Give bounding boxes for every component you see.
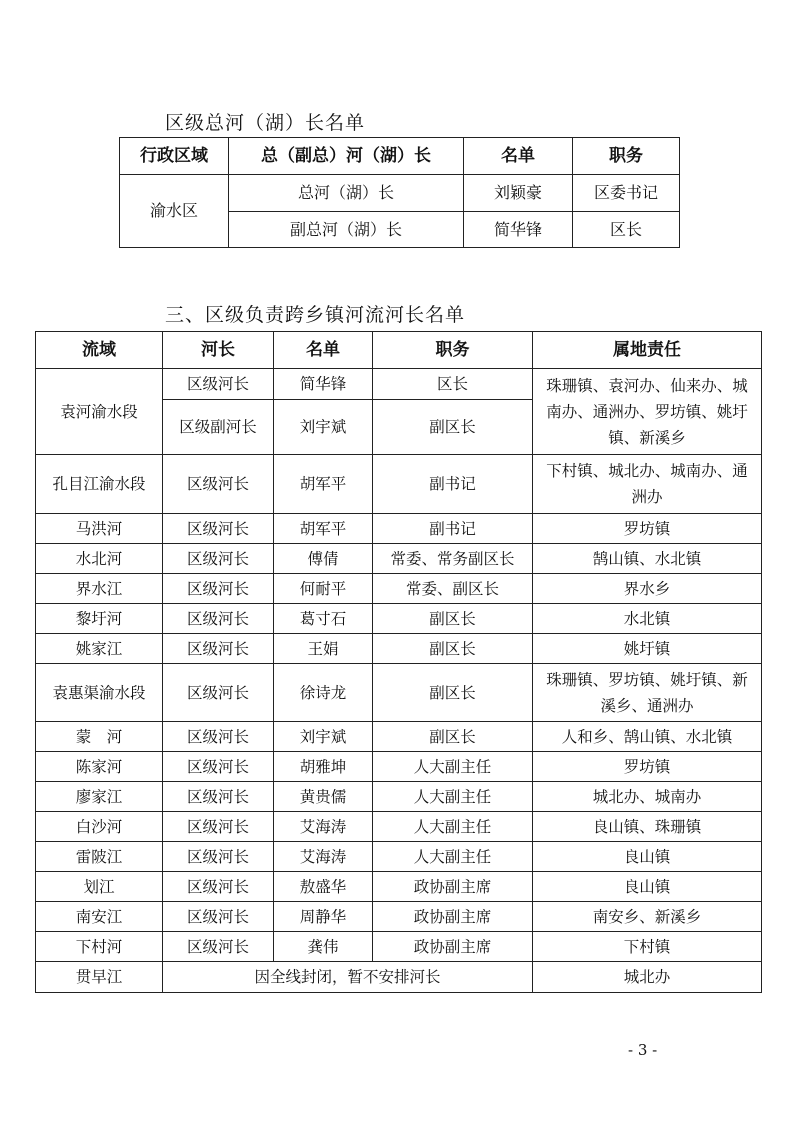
table-row (36, 574, 762, 604)
section-3-title: 三、区级负责跨乡镇河流河长名单 (165, 304, 466, 326)
name-cell: 何耐平 (274, 574, 373, 604)
name-cell: 傅倩 (274, 544, 373, 574)
position-cell: 人大副主任 (373, 812, 533, 842)
basin-cell: 雷陂江 (36, 842, 163, 872)
table-row (36, 604, 762, 634)
header-cell: 河长 (163, 332, 274, 369)
areas-cell: 人和乡、鹄山镇、水北镇 (533, 722, 762, 752)
table-row (36, 932, 762, 962)
header-cell: 职务 (573, 138, 680, 175)
areas-cell: 姚圩镇 (533, 634, 762, 664)
areas-cell: 下村镇、城北办、城南办、通洲办 (533, 455, 762, 514)
basin-cell: 廖家江 (36, 782, 163, 812)
cross-township-river-table (35, 331, 762, 993)
basin-cell: 下村河 (36, 932, 163, 962)
level-cell: 区级河长 (163, 369, 274, 400)
table-row (36, 634, 762, 664)
table-row (36, 782, 762, 812)
level-cell: 区级河长 (163, 722, 274, 752)
table-row (120, 175, 680, 212)
table-row (36, 842, 762, 872)
table-header-row (36, 332, 762, 369)
position-cell: 副区长 (373, 664, 533, 722)
level-cell: 区级河长 (163, 932, 274, 962)
level-cell: 区级河长 (163, 872, 274, 902)
table-row (36, 812, 762, 842)
table-row (36, 872, 762, 902)
basin-cell: 划江 (36, 872, 163, 902)
level-cell: 区级河长 (163, 544, 274, 574)
name-cell: 胡雅坤 (274, 752, 373, 782)
name-cell: 刘宇斌 (274, 400, 373, 455)
areas-cell: 良山镇、珠珊镇 (533, 812, 762, 842)
position-cell: 副区长 (373, 400, 533, 455)
position-cell: 政协副主席 (373, 872, 533, 902)
basin-cell: 贯早江 (36, 962, 163, 993)
position-cell: 人大副主任 (373, 782, 533, 812)
table-row (36, 962, 762, 993)
basin-cell: 姚家江 (36, 634, 163, 664)
name-cell: 周静华 (274, 902, 373, 932)
name-cell: 简华锋 (464, 212, 573, 248)
name-cell: 胡军平 (274, 455, 373, 514)
basin-cell: 袁河渝水段 (36, 369, 163, 455)
level-cell: 区级河长 (163, 664, 274, 722)
name-cell: 葛寸石 (274, 604, 373, 634)
basin-cell: 袁惠渠渝水段 (36, 664, 163, 722)
level-cell: 区级河长 (163, 455, 274, 514)
position-cell: 人大副主任 (373, 842, 533, 872)
name-cell: 黄贵儒 (274, 782, 373, 812)
name-cell: 徐诗龙 (274, 664, 373, 722)
position-cell: 副区长 (373, 722, 533, 752)
river-rows (36, 455, 762, 962)
level-cell: 区级河长 (163, 752, 274, 782)
areas-cell: 下村镇 (533, 932, 762, 962)
name-cell: 艾海涛 (274, 842, 373, 872)
position-cell: 区委书记 (573, 175, 680, 212)
table-row (36, 369, 762, 400)
header-cell: 行政区域 (120, 138, 229, 175)
name-cell: 简华锋 (274, 369, 373, 400)
position-cell: 副区长 (373, 634, 533, 664)
level-cell: 区级河长 (163, 812, 274, 842)
name-cell: 艾海涛 (274, 812, 373, 842)
role-cell: 总河（湖）长 (229, 175, 464, 212)
position-cell: 常委、副区长 (373, 574, 533, 604)
position-cell: 副书记 (373, 455, 533, 514)
header-cell: 名单 (464, 138, 573, 175)
section-2-title: 区级总河（湖）长名单 (165, 112, 366, 134)
position-cell: 区长 (573, 212, 680, 248)
areas-cell: 罗坊镇 (533, 752, 762, 782)
areas-cell: 良山镇 (533, 872, 762, 902)
table-row (36, 544, 762, 574)
position-cell: 副区长 (373, 604, 533, 634)
name-cell: 敖盛华 (274, 872, 373, 902)
name-cell: 刘颖豪 (464, 175, 573, 212)
basin-cell: 陈家河 (36, 752, 163, 782)
role-cell: 副总河（湖）长 (229, 212, 464, 248)
areas-cell: 水北镇 (533, 604, 762, 634)
table-row (36, 514, 762, 544)
areas-cell: 珠珊镇、袁河办、仙来办、城南办、通洲办、罗坊镇、姚圩镇、新溪乡 (533, 369, 762, 455)
level-cell: 区级河长 (163, 634, 274, 664)
page-number: - 3 - (628, 1041, 658, 1059)
basin-cell: 白沙河 (36, 812, 163, 842)
basin-cell: 蒙 河 (36, 722, 163, 752)
areas-cell: 鹄山镇、水北镇 (533, 544, 762, 574)
position-cell: 区长 (373, 369, 533, 400)
name-cell: 龚伟 (274, 932, 373, 962)
level-cell: 区级副河长 (163, 400, 274, 455)
table-row (36, 664, 762, 722)
table-row (36, 722, 762, 752)
header-cell: 总（副总）河（湖）长 (229, 138, 464, 175)
level-cell: 区级河长 (163, 782, 274, 812)
level-cell: 区级河长 (163, 574, 274, 604)
basin-cell: 水北河 (36, 544, 163, 574)
header-cell: 职务 (373, 332, 533, 369)
level-cell: 区级河长 (163, 604, 274, 634)
areas-cell: 城北办 (533, 962, 762, 993)
table-row (36, 455, 762, 514)
areas-cell: 城北办、城南办 (533, 782, 762, 812)
level-cell: 区级河长 (163, 514, 274, 544)
name-cell: 胡军平 (274, 514, 373, 544)
areas-cell: 良山镇 (533, 842, 762, 872)
position-cell: 人大副主任 (373, 752, 533, 782)
table-row (36, 902, 762, 932)
position-cell: 政协副主席 (373, 932, 533, 962)
level-cell: 区级河长 (163, 842, 274, 872)
position-cell: 政协副主席 (373, 902, 533, 932)
table-row (36, 752, 762, 782)
note-cell: 因全线封闭，暂不安排河长 (163, 962, 533, 993)
region-cell: 渝水区 (120, 175, 229, 248)
basin-cell: 马洪河 (36, 514, 163, 544)
header-cell: 流域 (36, 332, 163, 369)
basin-cell: 界水江 (36, 574, 163, 604)
header-cell: 名单 (274, 332, 373, 369)
areas-cell: 南安乡、新溪乡 (533, 902, 762, 932)
table-header-row (120, 138, 680, 175)
name-cell: 王娟 (274, 634, 373, 664)
basin-cell: 南安江 (36, 902, 163, 932)
basin-cell: 黎圩河 (36, 604, 163, 634)
position-cell: 副书记 (373, 514, 533, 544)
areas-cell: 罗坊镇 (533, 514, 762, 544)
position-cell: 常委、常务副区长 (373, 544, 533, 574)
level-cell: 区级河长 (163, 902, 274, 932)
basin-cell: 孔目江渝水段 (36, 455, 163, 514)
header-cell: 属地责任 (533, 332, 762, 369)
name-cell: 刘宇斌 (274, 722, 373, 752)
areas-cell: 珠珊镇、罗坊镇、姚圩镇、新溪乡、通洲办 (533, 664, 762, 722)
areas-cell: 界水乡 (533, 574, 762, 604)
district-chief-table (119, 137, 680, 248)
